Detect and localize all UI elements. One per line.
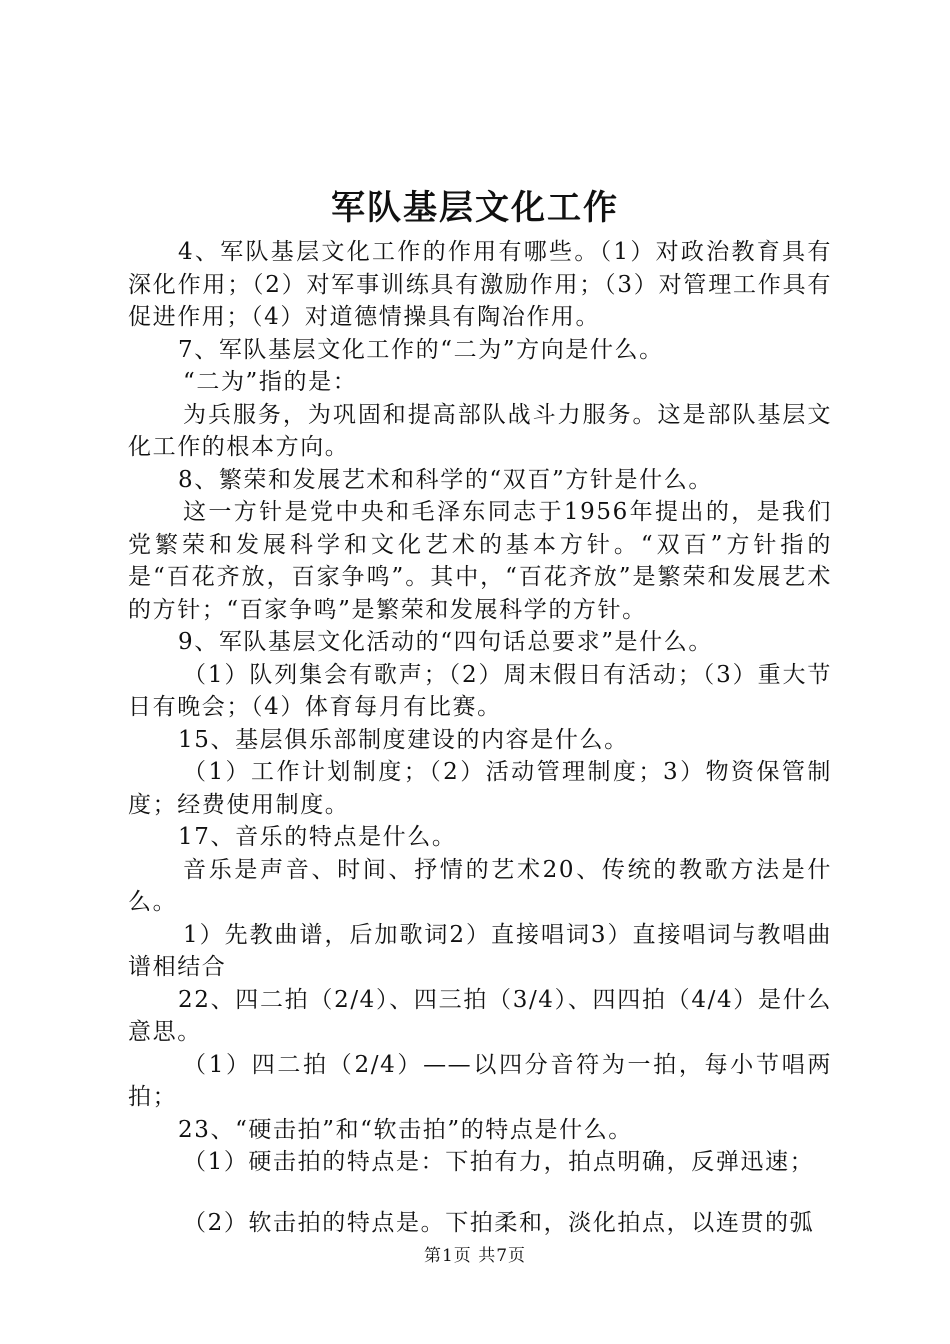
paragraph: （1）四二拍（2/4）——以四分音符为一拍，每小节唱两拍； [128, 1051, 832, 1110]
paragraph: 这一方针是党中央和毛泽东同志于1956年提出的，是我们党繁荣和发展科学和文化艺术的基本方针。“双百”方针指的是“百花齐放，百家争鸣”。其中，“百花齐放”是繁荣和发展艺术的方针；“百家争鸣”是繁荣和发展科学的方针。 [128, 499, 832, 623]
paragraph: “二为”指的是： [183, 369, 358, 395]
paragraph-gap [128, 1179, 832, 1207]
question-heading: 17、音乐的特点是什么。 [178, 824, 457, 850]
question-heading: 9、军队基层文化活动的“四句话总要求”是什么。 [178, 629, 713, 655]
paragraph: （1）硬击拍的特点是：下拍有力，拍点明确，反弹迅速； [183, 1149, 815, 1175]
paragraph: 1）先教曲谱，后加歌词2）直接唱词3）直接唱词与教唱曲谱相结合 [128, 921, 832, 980]
question-heading: 15、基层俱乐部制度建设的内容是什么。 [178, 726, 629, 753]
document-body [128, 236, 832, 1239]
question-heading: 7、军队基层文化工作的“二为”方向是什么。 [178, 336, 664, 363]
paragraph: （2）软击拍的特点是。下拍柔和，淡化拍点，以连贯的弧 [183, 1209, 815, 1236]
paragraph: 4、军队基层文化工作的作用有哪些。（1）对政治教育具有深化作用；（2）对军事训练具有激励作用；（3）对管理工作具有促进作用；（4）对道德情操具有陶冶作用。 [128, 239, 832, 330]
question-heading: 23、“硬击拍”和“软击拍”的特点是什么。 [178, 1116, 633, 1143]
page-footer: 第1页 共7页 [423, 1246, 527, 1266]
paragraph: （1）队列集会有歌声；（2）周末假日有活动；（3）重大节日有晚会；（4）体育每月有比赛。 [128, 661, 832, 720]
document-title: 军队基层文化工作 [331, 188, 619, 228]
question-heading: 8、繁荣和发展艺术和科学的“双百”方针是什么。 [178, 466, 713, 493]
paragraph: 为兵服务，为巩固和提高部队战斗力服务。这是部队基层文化工作的根本方向。 [128, 401, 832, 460]
paragraph: 音乐是声音、时间、抒情的艺术20、传统的教歌方法是什么。 [128, 856, 832, 915]
question-heading: 22、四二拍（2/4）、四三拍（3/4）、四四拍（4/4）是什么意思。 [128, 986, 832, 1045]
paragraph: （1）工作计划制度；（2）活动管理制度；3）物资保管制度；经费使用制度。 [128, 759, 832, 818]
